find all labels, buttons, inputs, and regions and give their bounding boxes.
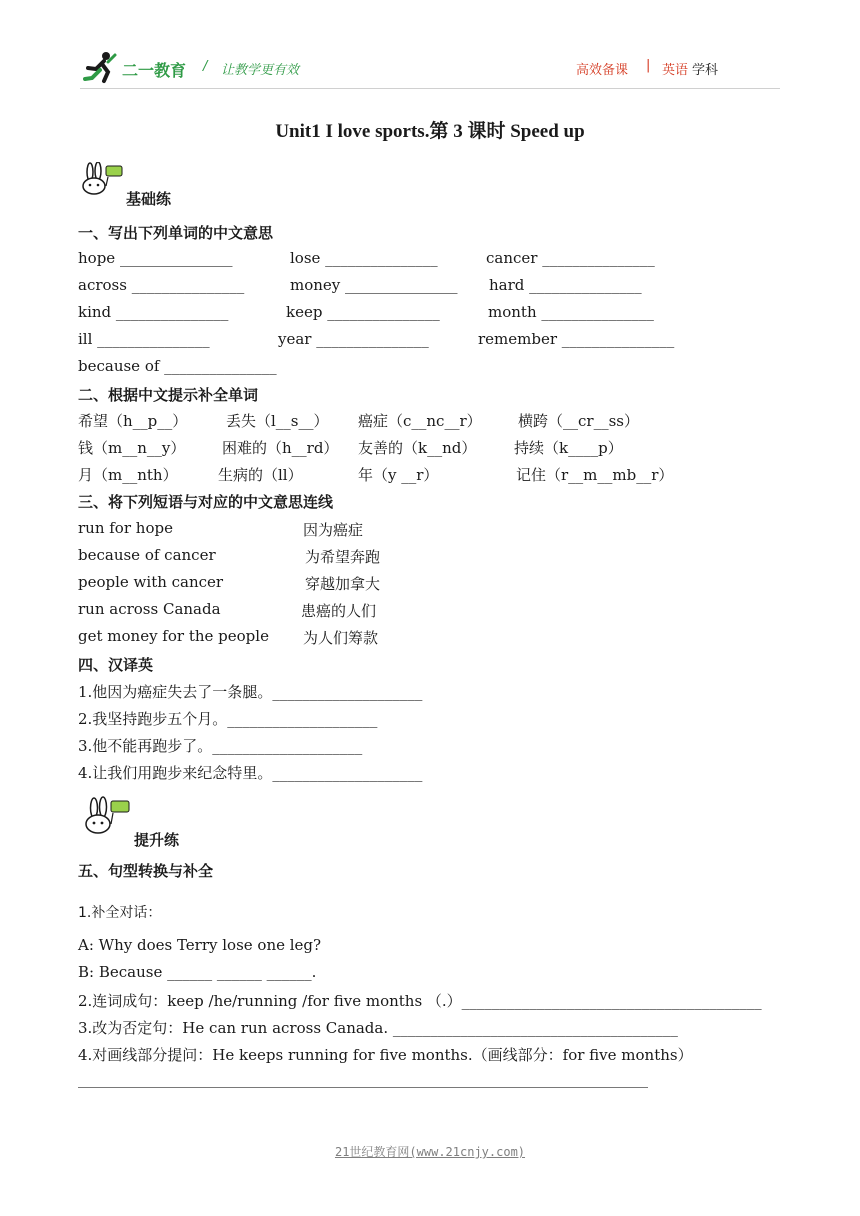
sec5-b-line: B: Because ______ ______ ______. [78, 963, 317, 981]
sec2-r2-c3: 友善的（k__nd） [358, 439, 477, 457]
sec4-item-4: 4.让我们用跑步来纪念特里。____________________ [78, 764, 423, 782]
sec2-r1-c1: 希望（h__p__） [78, 412, 188, 430]
sec3-left-5: get money for the people [78, 627, 269, 645]
sec2-r1-c4: 横跨（__cr__ss） [518, 412, 639, 430]
sec3-right-5: 为人们筹款 [303, 629, 379, 647]
sec3-left-1: run for hope [78, 519, 173, 537]
sec2-heading: 二、根据中文提示补全单词 [78, 386, 259, 404]
sec4-heading: 四、汉译英 [78, 656, 154, 674]
sec1-heading: 一、写出下列单词的中文意思 [78, 224, 274, 242]
header-right-b: 英语 [662, 63, 689, 78]
sec3-left-3: people with cancer [78, 573, 224, 591]
sec2-r3-c3: 年（y __r） [358, 466, 439, 484]
sec1-r5-c1: because of _______________ [78, 357, 277, 375]
header-divider [80, 88, 780, 89]
sec4-item-3: 3.他不能再跑步了。____________________ [78, 737, 363, 755]
sec1-r3-c2: keep _______________ [286, 303, 440, 321]
bunny-mascot-icon [80, 796, 132, 836]
sec1-r1-c2: lose _______________ [290, 249, 438, 267]
sec3-left-2: because of cancer [78, 546, 216, 564]
header-slogan: 让教学更有效 [221, 63, 300, 78]
sec5-heading: 五、句型转换与补全 [78, 862, 214, 880]
sec5-a-line: A: Why does Terry lose one leg? [78, 936, 322, 954]
sec3-right-1: 因为癌症 [303, 521, 364, 539]
advanced-practice-heading: 提升练 [134, 831, 180, 849]
sec2-r3-c2: 生病的（ll） [218, 466, 303, 484]
header-slash: / [203, 59, 208, 74]
sec4-item-2: 2.我坚持跑步五个月。____________________ [78, 710, 378, 728]
sec3-heading: 三、将下列短语与对应的中文意思连线 [78, 493, 334, 511]
sec1-r1-c3: cancer _______________ [486, 249, 655, 267]
sec2-r3-c4: 记住（r__m__mb__r） [516, 466, 674, 484]
sec1-r3-c1: kind _______________ [78, 303, 229, 321]
sec2-r1-c2: 丢失（l__s__） [226, 412, 329, 430]
header-right-c: 学科 [692, 63, 719, 78]
footer-link[interactable]: 21世纪教育网(www.21cnjy.com) [334, 1145, 526, 1159]
sec5-q4: 4.对画线部分提问：He keeps running for five months.（画线部分：for five months） [78, 1046, 693, 1064]
sec1-r4-c2: year _______________ [278, 330, 429, 348]
sec1-r4-c1: ill _______________ [78, 330, 210, 348]
header-right-sep: | [646, 58, 651, 73]
sec1-r2-c3: hard _______________ [489, 276, 642, 294]
sec4-item-1: 1.他因为癌症失去了一条腿。____________________ [78, 683, 423, 701]
sec5-q2: 2.连词成句：keep /he/running /for five months （.）________________________________________ [78, 992, 762, 1010]
sec1-r1-c1: hope _______________ [78, 249, 233, 267]
sec1-r3-c3: month _______________ [488, 303, 654, 321]
sec1-r4-c3: remember _______________ [478, 330, 675, 348]
sec5-q3: 3.改为否定句：He can run across Canada. ______________________________________ [78, 1019, 678, 1037]
sec3-left-4: run across Canada [78, 600, 221, 618]
sec2-r2-c2: 困难的（h__rd） [222, 439, 339, 457]
sec2-r1-c3: 癌症（c__nc__r） [358, 412, 482, 430]
sec3-right-3: 穿越加拿大 [305, 575, 381, 593]
sec1-r2-c2: money _______________ [290, 276, 458, 294]
running-man-logo-icon [82, 50, 122, 84]
sec3-right-2: 为希望奔跑 [305, 548, 381, 566]
header-right-a: 高效备课 [576, 63, 629, 78]
sec1-r2-c1: across _______________ [78, 276, 245, 294]
sec5-sub1: 1.补全对话： [78, 905, 162, 921]
sec2-r2-c4: 持续（k____p） [514, 439, 623, 457]
sec5-q4-blank: ____________________________________________________________________________ [78, 1070, 648, 1088]
basic-practice-heading: 基础练 [126, 190, 172, 208]
bunny-mascot-icon [78, 162, 126, 196]
logo-text: 二一教育 [122, 61, 187, 80]
page-title: Unit1 I love sports.第 3 课时 Speed up [275, 121, 585, 142]
sec3-right-4: 患癌的人们 [301, 602, 377, 620]
sec2-r2-c1: 钱（m__n__y） [78, 439, 186, 457]
sec2-r3-c1: 月（m__nth） [78, 466, 178, 484]
